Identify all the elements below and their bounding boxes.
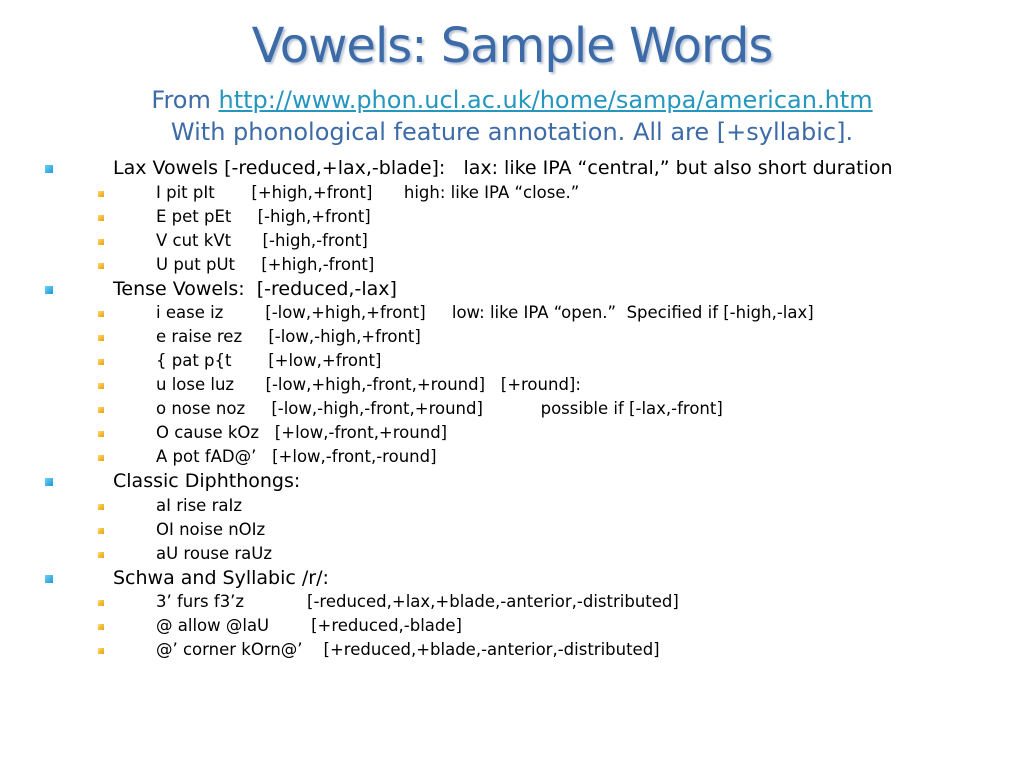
sub-bullet-item (0, 397, 1024, 421)
bullet-text: E pet pEt [-high,+front] (156, 206, 371, 226)
bullet-item (0, 277, 1024, 302)
bullet-text: OI noise nOIz (156, 519, 266, 539)
subtitle-annotation: With phonological feature annotation. All are [+syllabic]. (170, 118, 854, 146)
yellow-square-bullet-icon (98, 383, 104, 389)
yellow-square-bullet-icon (98, 191, 104, 197)
blue-square-bullet-icon (45, 575, 53, 583)
yellow-square-bullet-icon (98, 600, 104, 606)
yellow-square-bullet-icon (98, 648, 104, 654)
bullet-text: Classic Diphthongs: (113, 470, 301, 492)
sub-bullet-item (0, 181, 1024, 205)
bullet-text: O cause kOz [+low,-front,+round] (156, 423, 448, 442)
bullet-text: U put pUt [+high,-front] (156, 254, 375, 274)
yellow-square-bullet-icon (98, 239, 104, 245)
bullet-list (0, 156, 1024, 662)
bullet-text: o nose noz [-low,-high,-front,+round] possible if [-lax,-front] (156, 399, 723, 418)
yellow-square-bullet-icon (98, 528, 104, 534)
sub-bullet-item (0, 253, 1024, 277)
yellow-square-bullet-icon (98, 504, 104, 510)
blue-square-bullet-icon (45, 478, 53, 486)
slide-title: Vowels: Sample Words (251, 18, 773, 74)
source-link[interactable]: http://www.phon.ucl.ac.uk/home/sampa/american.htm (218, 86, 873, 114)
bullet-text: e raise rez [-low,-high,+front] (156, 327, 421, 346)
yellow-square-bullet-icon (98, 215, 104, 221)
bullet-text: { pat p{t [+low,+front] (156, 351, 382, 370)
yellow-square-bullet-icon (98, 552, 104, 558)
yellow-square-bullet-icon (98, 335, 104, 341)
subtitle-prefix: From (151, 86, 219, 114)
sub-bullet-item (0, 325, 1024, 349)
yellow-square-bullet-icon (98, 359, 104, 365)
bullet-text: 3’ furs f3’z [-reduced,+lax,+blade,-anterior,-distributed] (156, 592, 679, 611)
blue-square-bullet-icon (45, 286, 53, 294)
yellow-square-bullet-icon (98, 311, 104, 317)
bullet-text: @’ corner kOrn@’ [+reduced,+blade,-anterior,-distributed] (156, 640, 660, 659)
bullet-text: aI rise raIz (156, 495, 243, 515)
sub-bullet-item (0, 301, 1024, 325)
sub-bullet-item (0, 373, 1024, 397)
yellow-square-bullet-icon (98, 455, 104, 461)
bullet-text: I pit pIt [+high,+front] high: like IPA “close.” (156, 182, 580, 202)
sub-bullet-item (0, 205, 1024, 229)
bullet-text: u lose luz [-low,+high,-front,+round] [+round]: (156, 375, 581, 394)
sub-bullet-item (0, 349, 1024, 373)
bullet-item (0, 469, 1024, 494)
bullet-text: Schwa and Syllabic /r/: (113, 566, 329, 589)
sub-bullet-item (0, 229, 1024, 253)
sub-bullet-item (0, 421, 1024, 445)
bullet-item (0, 156, 1024, 181)
sub-bullet-item (0, 590, 1024, 614)
bullet-text: V cut kVt [-high,-front] (156, 230, 368, 250)
bullet-text: i ease iz [-low,+high,+front] low: like IPA “open.” Specified if [-high,-lax] (156, 303, 814, 322)
bullet-text: aU rouse raUz (156, 543, 273, 563)
bullet-text: Lax Vowels [-reduced,+lax,-blade]: lax: like IPA “central,” but also short duration (113, 157, 893, 179)
bullet-text: @ allow @laU [+reduced,-blade] (156, 616, 462, 635)
bullet-text: A pot fAD@’ [+low,-front,-round] (156, 447, 437, 466)
yellow-square-bullet-icon (98, 263, 104, 269)
bullet-item (0, 566, 1024, 591)
yellow-square-bullet-icon (98, 624, 104, 630)
bullet-text: Tense Vowels: [-reduced,-lax] (113, 277, 397, 300)
subtitle-source (0, 86, 1024, 114)
yellow-square-bullet-icon (98, 407, 104, 413)
yellow-square-bullet-icon (98, 431, 104, 437)
sub-bullet-item (0, 518, 1024, 542)
sub-bullet-item (0, 494, 1024, 518)
sub-bullet-item (0, 542, 1024, 566)
sub-bullet-item (0, 445, 1024, 469)
sub-bullet-item (0, 638, 1024, 662)
blue-square-bullet-icon (45, 165, 53, 173)
sub-bullet-item (0, 614, 1024, 638)
